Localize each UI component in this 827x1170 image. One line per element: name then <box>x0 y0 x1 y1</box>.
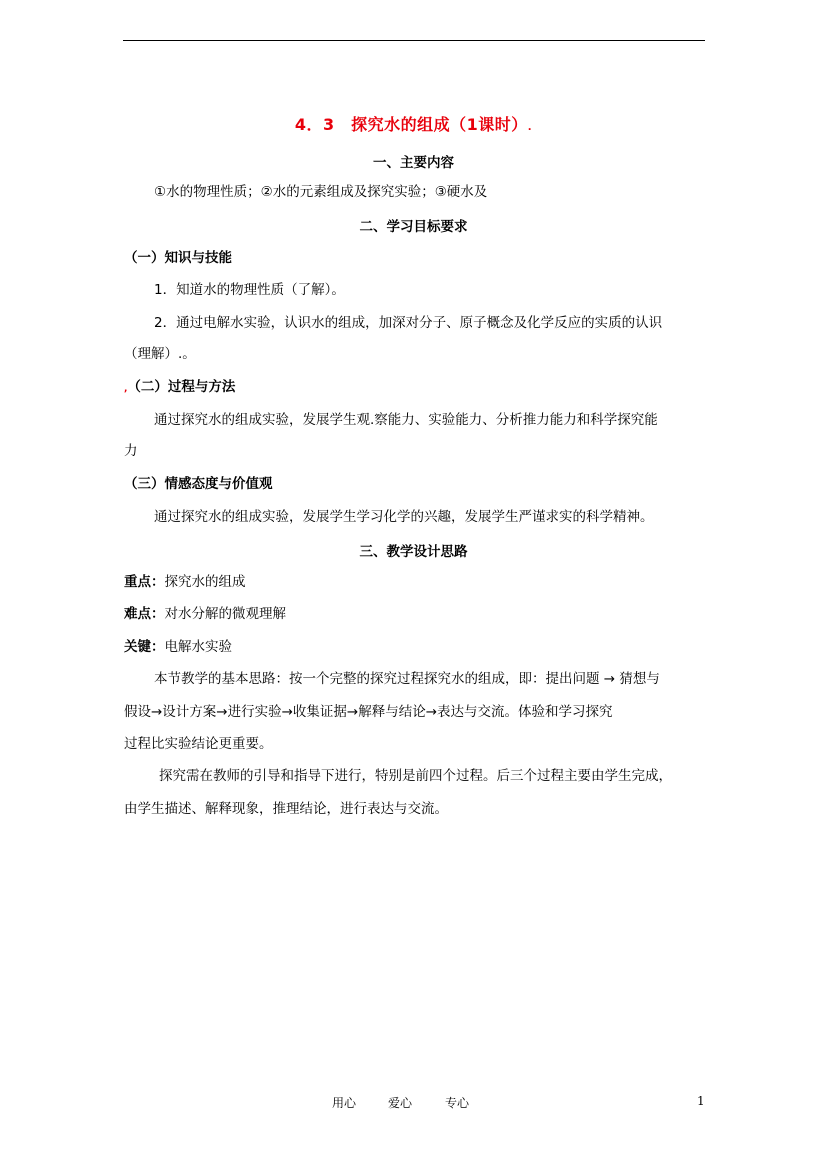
sub2-marker: , <box>124 384 128 394</box>
section3-heading: 三、教学设计思路 <box>359 544 468 560</box>
footer-word-2: 爱心 <box>388 1096 413 1110</box>
header-rule <box>123 40 705 41</box>
sub3-text: 通过探究水的组成实验，发展学生学习化学的兴趣，发展学生严谨求实的科学精神。 <box>154 509 654 525</box>
crux: 关键：电解水实验 <box>124 639 232 655</box>
sub1-heading: （一）知识与技能 <box>124 250 232 266</box>
section1-text: ①水的物理性质；②水的元素组成及探究实验；③硬水及 <box>154 184 488 200</box>
footer-word-3: 专心 <box>445 1096 470 1110</box>
sub1-item2-line1: 2．通过电解水实验，认识水的组成，加深对分子、原子概念及化学反应的实质的认识 <box>154 315 663 331</box>
sub2-heading: ,（二）过程与方法 <box>124 379 236 395</box>
footer-word-1: 用心 <box>332 1096 357 1110</box>
sub3-heading: （三）情感态度与价值观 <box>124 476 273 492</box>
para1-line1: 本节教学的基本思路：按一个完整的探究过程探究水的组成，即：提出问题 → 猜想与 <box>154 671 660 687</box>
document-title: 4．3 探究水的组成（1课时）. <box>294 115 533 134</box>
difficulty: 难点：对水分解的微观理解 <box>124 606 286 622</box>
sub2-text-line2: 力 <box>124 443 138 459</box>
section1-heading: 一、主要内容 <box>373 155 454 171</box>
para2-line2: 由学生描述、解释现象，推理结论，进行表达与交流。 <box>124 801 448 817</box>
para1-line2: 假设→设计方案→进行实验→收集证据→解释与结论→表达与交流。体验和学习探究 <box>124 704 613 720</box>
sub1-item2-line2: （理解）.。 <box>124 346 196 362</box>
para2-line1: 探究需在教师的引导和指导下进行，特别是前四个过程。后三个过程主要由学生完成， <box>159 768 672 784</box>
page-number: 1 <box>697 1094 705 1108</box>
sub2-text-line1: 通过探究水的组成实验，发展学生观.察能力、实验能力、分析推力能力和科学探究能 <box>154 412 658 428</box>
sub1-item1: 1．知道水的物理性质（了解）。 <box>154 282 345 298</box>
section2-heading: 二、学习目标要求 <box>359 219 468 235</box>
para1-line3: 过程比实验结论更重要。 <box>124 736 273 752</box>
key-point: 重点：探究水的组成 <box>124 574 246 590</box>
